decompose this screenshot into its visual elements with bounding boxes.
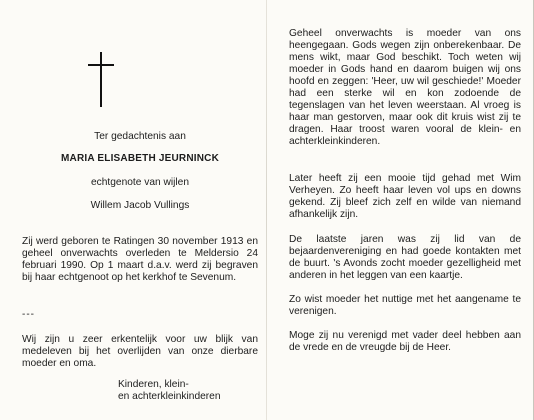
intro-line: Ter gedachtenis aan [94,131,186,142]
thanks-text: Wij zijn u zeer erkentelijk voor uw blijk van medeleven bij het overlijden van onze dierbare moeder en oma. [22,334,258,369]
card-fold [266,0,267,420]
cross-icon [86,52,116,107]
right-paragraph-1: Geheel onverwachts is moeder van ons heengegaan. Gods wegen zijn onberekenbaar. De mens wikt, maar God beschikt. Toch weten wij moeder in Gods hand en daarom buigen wij ons hoofd en zeggen: 'Heer, uw wil geschiede!' Moeder had een sterke wil en kon zodoende de tegenslagen van het leven weerstaan. Al vroeg is haar man gestorven, maar ook dit kruis wist zij te dragen. Haar troost waren vooral de klein- en achterkleinkinderen. [289,28,521,147]
right-paragraph-3: De laatste jaren was zij lid van de bejaardenvereniging en had goede kontakten met de buurt. 's Avonds zocht moeder gezelligheid met anderen in het leggen van een kaartje. [289,234,521,281]
signature: Kinderen, klein- en achterkleinkinderen [118,379,221,402]
separator: --- [22,309,35,320]
deceased-name: MARIA ELISABETH JEURNINCK [61,153,219,164]
right-paragraph-2: Later heeft zij een mooie tijd gehad met Wim Verheyen. Zo heeft haar leven vol ups en downs gekend. Zij bleef zich zelf en wilde van niemand afhankelijk zijn. [289,173,521,220]
spouse-intro: echtgenote van wijlen [91,177,189,188]
spouse-name: Willem Jacob Vullings [90,200,190,211]
right-paragraph-4: Zo wist moeder het nuttige met het aangename te verenigen. [289,294,521,317]
biography-text: Zij werd geboren te Ratingen 30 november 1913 en geheel onverwachts overleden te Meldersio 24 februari 1990. Op 1 maart d.a.v. werd zij begraven bij haar echtgenoot op het kerkhof te Sevenum. [22,236,258,283]
right-paragraph-5: Moge zij nu verenigd met vader deel hebben aan de vrede en de vreugde bij de Heer. [289,330,521,353]
